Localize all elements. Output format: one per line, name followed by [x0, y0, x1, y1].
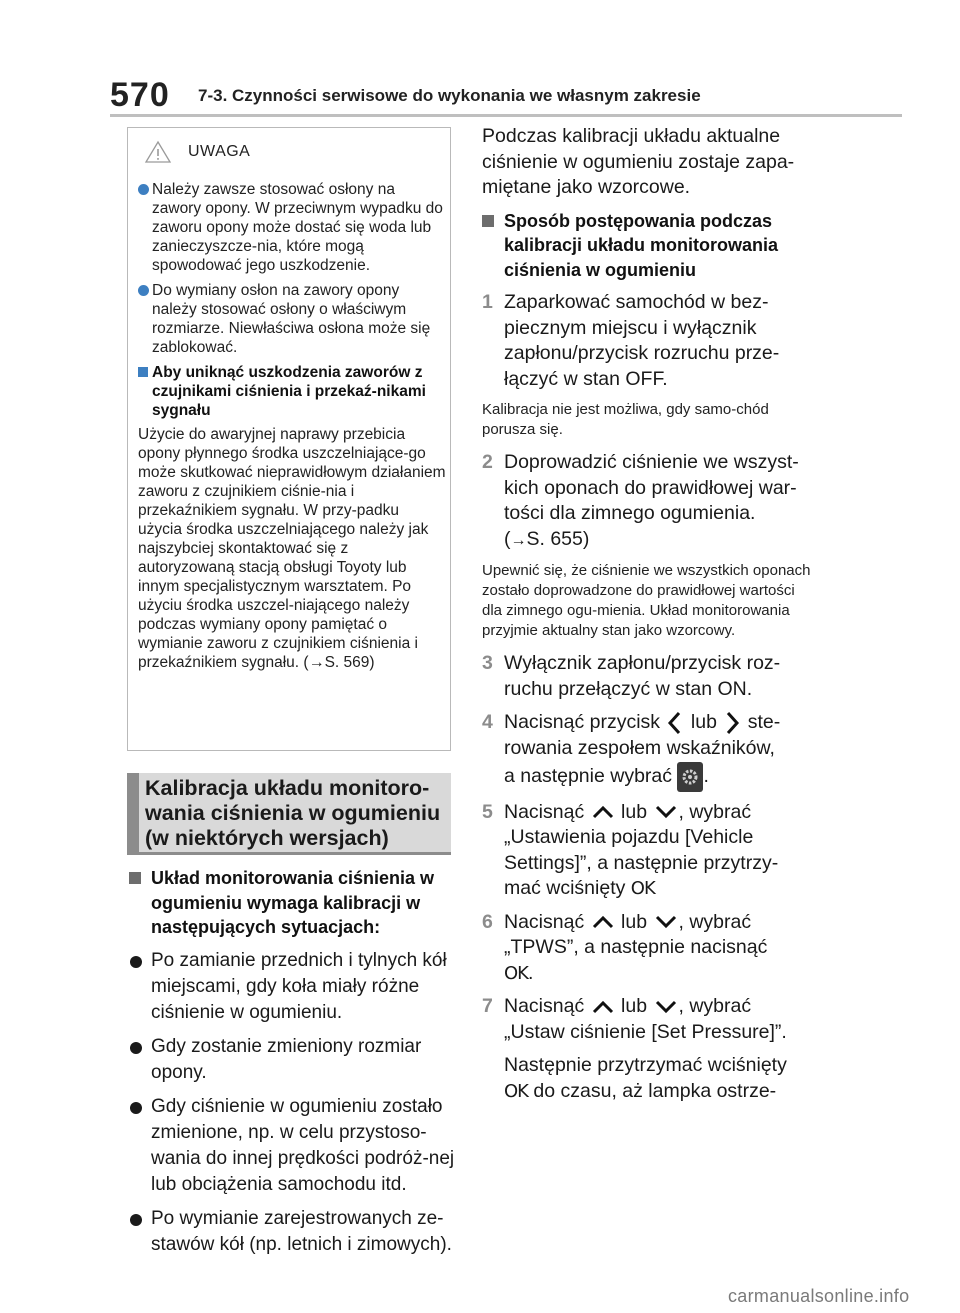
step-4: 4 Nacisnąć przycisk lub ste-rowania zespołem wskaźników, a następnie wybrać . — [482, 710, 812, 792]
ok-button-icon: OK — [630, 878, 655, 899]
square-bullet-icon — [129, 872, 141, 884]
settings-gear-icon — [677, 762, 703, 792]
page-ref-arrow: → — [510, 531, 527, 549]
calibration-conditions-heading: Układ monitorowania ciśnienia w ogumieniu wymaga kalibracji w następujących sytuacjach: — [127, 866, 457, 940]
bullet-dot-icon — [130, 1214, 142, 1226]
chevron-left-icon — [665, 710, 685, 736]
page-ref[interactable]: S. 569 — [324, 654, 370, 671]
step-2: 2 Doprowadzić ciśnienie we wszyst-kich oponach do prawidłowej war-tości dla zimnego ogumienia. (→S. 655) — [482, 451, 799, 550]
warning-body — [138, 180, 446, 672]
square-bullet-icon — [138, 367, 148, 377]
watermark: carmanualsonline.info — [728, 1286, 910, 1306]
step-3: 3 Wyłącznik zapłonu/przycisk roz-ruchu przełączyć w stan ON. — [482, 652, 781, 700]
list-item: Gdy ciśnienie w ogumieniu zostało zmienione, np. w celu przystoso-wania do innej prędkości podróż-nej lub obciążenia samochodu itd. — [127, 1094, 457, 1198]
bullet-dot-icon — [130, 1102, 142, 1114]
warning-box — [127, 127, 451, 751]
chevron-up-icon — [590, 913, 616, 931]
step-number: 1 — [482, 291, 493, 313]
bullet-dot-icon — [138, 184, 149, 195]
section-title: Kalibracja układu monitoro-wania ciśnienia w ogumieniu (w niektórych wersjach) — [145, 776, 441, 850]
step-7: 7 Nacisnąć lub , wybrać „Ustaw ciśnienie [Set Pressure]”. — [482, 995, 787, 1043]
square-bullet-icon — [482, 215, 494, 227]
ok-button-icon: OK — [504, 962, 528, 984]
bullet-dot-icon — [130, 956, 142, 968]
list-item: Gdy zostanie zmieniony rozmiar opony. — [127, 1034, 457, 1086]
step-number: 3 — [482, 652, 493, 674]
right-column — [482, 124, 812, 1112]
chevron-up-icon — [590, 803, 616, 821]
page-ref[interactable]: S. 655 — [526, 527, 583, 550]
chevron-down-icon — [653, 913, 679, 931]
bullet-dot-icon — [138, 285, 149, 296]
bullet-dot-icon — [130, 1042, 142, 1054]
step-number: 6 — [482, 910, 493, 933]
left-column — [127, 866, 457, 1266]
step-1-note: Kalibracja nie jest możliwa, gdy samo-chód porusza się. — [482, 401, 769, 438]
page-ref-arrow: → — [308, 654, 325, 671]
header-divider — [110, 114, 902, 117]
chevron-up-icon — [590, 998, 616, 1016]
chevron-down-icon — [653, 998, 679, 1016]
step-number: 7 — [482, 995, 493, 1017]
warning-item: Do wymiany osłon na zawory opony należy stosować osłony o właściwym rozmiarze. Niewłaściwa osłona może się zablokować. — [138, 281, 446, 357]
step-5: 5 Nacisnąć lub , wybrać „Ustawienia pojazdu [Vehicle Settings]”, a następnie przytrzy-mać wciśnięty OK — [482, 800, 812, 902]
warning-subtext: Użycie do awaryjnej naprawy przebicia opony płynnego środka uszczelniające-go może skutkować nieprawidłowym działaniem zaworu z czujnikiem ciśnie-nia i przekaźnikiem sygnału. W przy-padku użycia środka uszczelniającego należy jak najszybciej skontaktować się z autoryzowaną stacją obsługi Toyoty lub innym specjalistycznym warsztatem. Po użyciu środka uszczel-niającego należy podczas wymiany opony pamiętać o wymianie zaworu z czujnikiem ciśnienia i przekaźnikiem sygnału. (→S. 569) — [138, 426, 446, 671]
chevron-right-icon — [722, 710, 742, 736]
warning-item: Należy zawsze stosować osłony na zawory opony. W przeciwnym wypadku do zaworu opony może dostać się woda lub zanieczyszcze-nia, które mogą spowodować jego uszkodzenie. — [138, 180, 446, 275]
intro-paragraph: Podczas kalibracji układu aktualne ciśnienie w ogumieniu zostaje zapa-miętane jako wzorcowe. — [482, 125, 795, 198]
step-6: 6 Nacisnąć lub , wybrać „TPWS”, a następnie nacisnąć OK. — [482, 910, 812, 987]
page-header — [110, 76, 902, 116]
step-1: 1 Zaparkować samochód w bez-piecznym miejscu i wyłącznik zapłonu/przycisk rozruchu prze-łączyć w stan OFF. — [482, 291, 780, 390]
warning-triangle-icon — [144, 140, 172, 164]
warning-title: UWAGA — [188, 143, 251, 160]
step-2-note: Upewnić się, że ciśnienie we wszystkich oponach zostało doprowadzone do prawidłowej wartości dla zimnego ogu-mienia. Układ monitorowania przyjmie aktualny stan jako wzorcowy. — [482, 562, 811, 639]
ok-button-icon: OK — [504, 1080, 528, 1102]
step-number: 2 — [482, 451, 493, 473]
page-number: 570 — [110, 76, 170, 114]
chapter-title: 7-3. Czynności serwisowe do wykonania we własnym zakresie — [198, 86, 701, 105]
procedure-heading: Sposób postępowania podczas kalibracji układu monitorowania ciśnienia w ogumieniu — [482, 209, 812, 283]
warning-header — [128, 128, 450, 174]
step-7-continued: Następnie przytrzymać wciśnięty OK do czasu, aż lampka ostrze- — [482, 1053, 812, 1104]
list-item: Po zamianie przednich i tylnych kół miejscami, gdy koła miały różne ciśnienie w ogumieniu. — [127, 948, 457, 1026]
section-heading-box — [127, 773, 451, 855]
chevron-down-icon — [653, 803, 679, 821]
list-item: Po wymianie zarejestrowanych ze-stawów kół (np. letnich i zimowych). — [127, 1206, 457, 1258]
step-number: 5 — [482, 800, 493, 823]
step-number: 4 — [482, 711, 493, 733]
warning-subheading: Aby uniknąć uszkodzenia zaworów z czujnikami ciśnienia i przekaź-nikami sygnału — [138, 363, 446, 420]
